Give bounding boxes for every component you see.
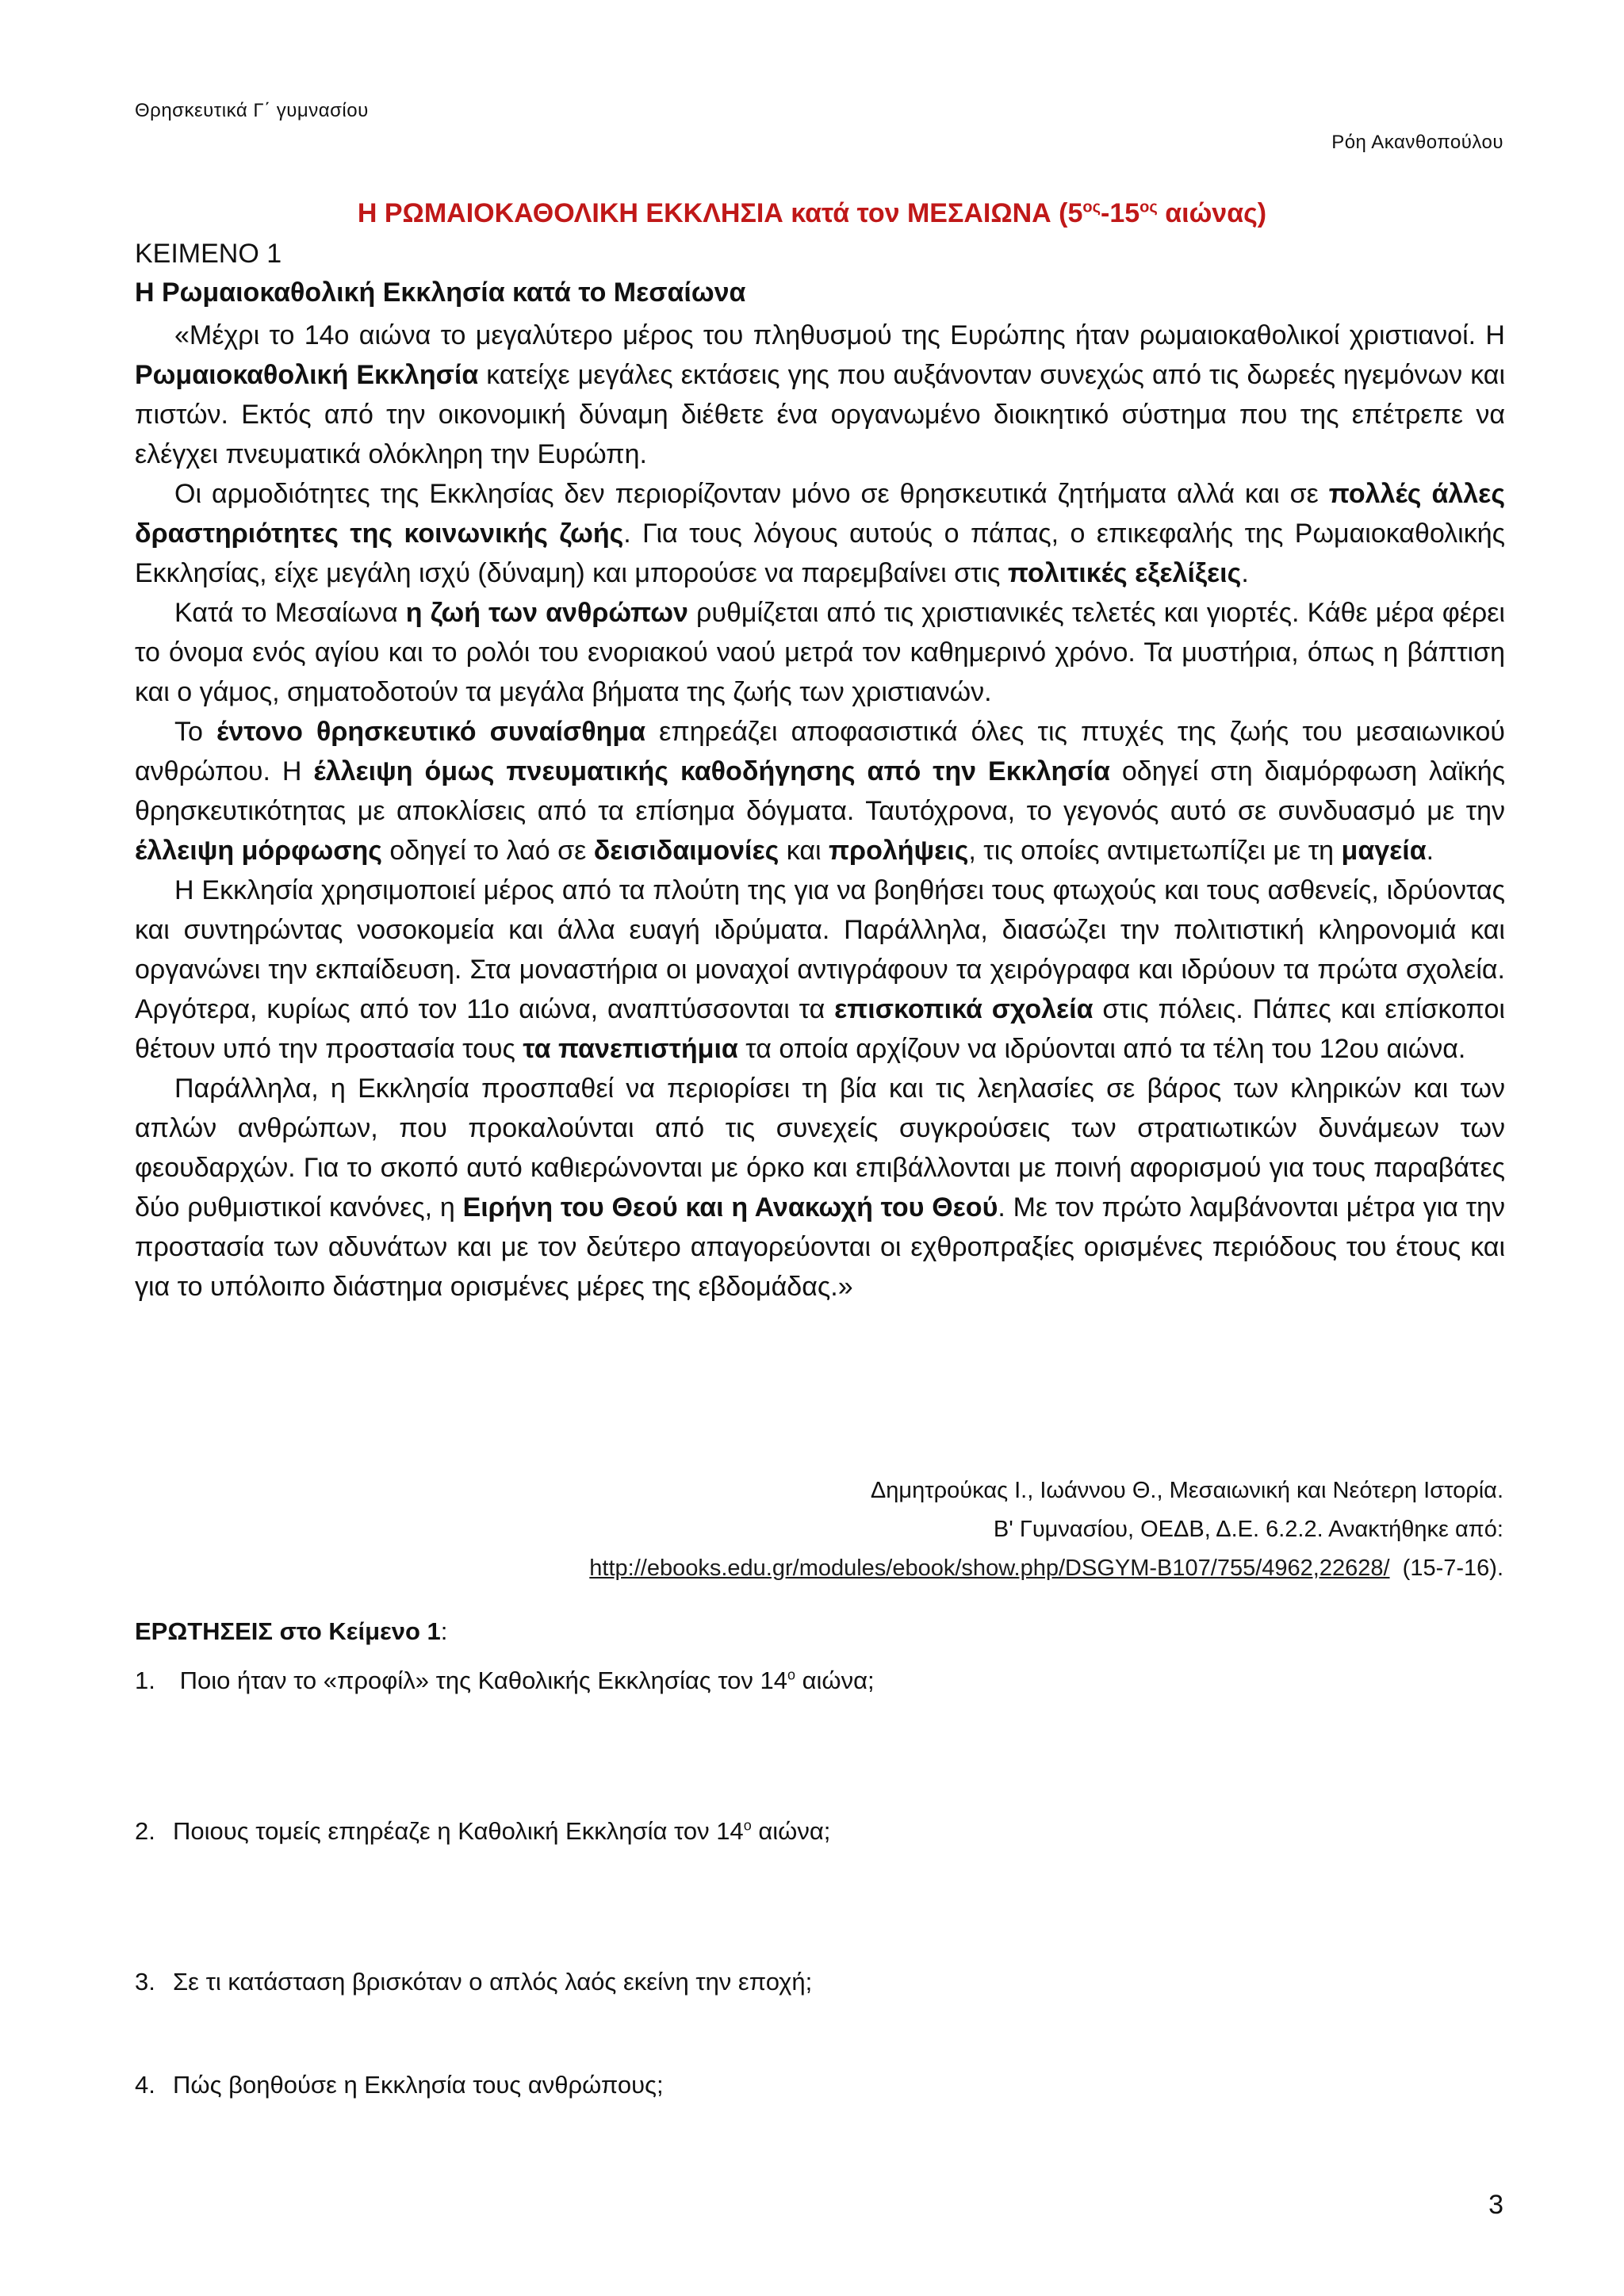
text-label: ΚΕΙΜΕΝΟ 1 (135, 239, 282, 269)
question-item: 1. Ποιο ήταν το «προφίλ» της Καθολικής Εκκλησίας τον $14^o$ αιώνα; (135, 1667, 875, 1694)
question-item: 3. Σε τι κατάσταση βρισκόταν ο απλός λαός εκείνη την εποχή; (135, 1968, 813, 1996)
body-text (135, 316, 1505, 1307)
paragraph-5: Η Εκκλησία χρησιμοποιεί μέρος από τα πλούτη της για να βοηθήσει τους φτωχούς και τους ασθενείς, ιδρύοντας και συντηρώντας νοσοκομεία και άλλα ευαγή ιδρύματα. Παράλληλα, διασώζει την πολιτιστική κληρονομιά και οργανώνει την εκπαίδευση. Στα μοναστήρια οι μοναχοί αντιγράφουν τα χειρόγραφα και ιδρύουν τα πρώτα σχολεία. Αργότερα, κυρίως από τον 11ο αιώνα, αναπτύσσονται τα επισκοπικά σχολεία στις πόλεις. Πάπες και επίσκοποι θέτουν υπό την προστασία τους τα πανεπιστήμια τα οποία αρχίζουν να ιδρύονται από τα τέλη του 12ου αιώνα. (135, 875, 1505, 1064)
paragraph-3: Κατά το Μεσαίωνα η ζωή των ανθρώπων ρυθμίζεται από τις χριστιανικές τελετές και γιορτές. Κάθε μέρα φέρει το όνομα ενός αγίου και το ρολόι του ενοριακού ναού μετρά τον καθημερινό χρόνο. Τα μυστήρια, όπως η βάπτιση και ο γάμος, σηματοδοτούν τα μεγάλα βήματα της ζωής των χριστιανών. (135, 598, 1505, 707)
citation (314, 1471, 1503, 1588)
page-title: Η ΡΩΜΑΙΟΚΑΘΟΛΙΚΗ ΕΚΚΛΗΣΙΑ κατά τον ΜΕΣΑΙΩΝΑ ($5^{o\varsigma}-15^{o\varsigma}$ αιώνας) (357, 198, 1267, 228)
header-author: Ρόη Ακανθοπούλου (1331, 132, 1503, 153)
citation-source: Β' Γυμνασίου, ΟΕΔΒ, Δ.Ε. 6.2.2. Ανακτήθηκε από: (993, 1517, 1503, 1542)
header-subject: Θρησκευτικά Γ΄ γυμνασίου (135, 100, 369, 121)
citation-link-line (314, 1549, 1503, 1588)
question-item: 4. Πώς βοηθούσε η Εκκλησία τους ανθρώπους; (135, 2071, 664, 2099)
text-heading: Η Ρωμαιοκαθολική Εκκλησία κατά το Μεσαίωνα (135, 277, 746, 308)
paragraph-6: Παράλληλα, η Εκκλησία προσπαθεί να περιορίσει τη βία και τις λεηλασίες σε βάρος των κληρικών και των απλών ανθρώπων, που προκαλούνται από τις συνεχείς συγκρούσεις των στρατιωτικών δυνάμεων των φεουδαρχών. Για το σκοπό αυτό καθιερώνονται με όρκο και επιβάλλονται με ποινή αφορισμού για τους παραβάτες δύο ρυθμιστικοί κανόνες, η Ειρήνη του Θεού και η Ανακωχή του Θεού. Με τον πρώτο λαμβάνονται μέτρα για την προστασία των αδυνάτων και με τον δεύτερο απαγορεύονται οι εχθροπραξίες ορισμένες περιόδους του έτους και για το υπόλοιπο διάστημα ορισμένες μέρες της εβδομάδας.» (135, 1073, 1505, 1302)
paragraph-1: «Μέχρι το 14ο αιώνα το μεγαλύτερο μέρος του πληθυσμού της Ευρώπης ήταν ρωμαιοκαθολικοί χριστιανοί. Η Ρωμαιοκαθολική Εκκλησία κατείχε μεγάλες εκτάσεις γης που αυξάνονταν συνεχώς από τις δωρεές ηγεμόνων και πιστών. Εκτός από την οικονομική δύναμη διέθετε ένα οργανωμένο διοικητικό σύστημα που της επέτρεπε να ελέγχει πνευματικά ολόκληρη την Ευρώπη. (135, 320, 1505, 469)
question-item: 2. Ποιους τομείς επηρέαζε η Καθολική Εκκλησία τον $14^o$ αιώνα; (135, 1817, 831, 1845)
page-number: 3 (1488, 2190, 1503, 2220)
citation-url-link[interactable]: http://ebooks.edu.gr/modules/ebook/show.php/DSGYM-B107/755/4962,22628/ (589, 1556, 1390, 1581)
questions-heading: ΕΡΩΤΗΣΕΙΣ στο Κείμενο 1: (135, 1617, 448, 1645)
paragraph-4: Το έντονο θρησκευτικό συναίσθημα επηρεάζει αποφασιστικά όλες τις πτυχές της ζωής του μεσαιωνικού ανθρώπου. Η έλλειψη όμως πνευματικής καθοδήγησης από την Εκκλησία οδηγεί στη διαμόρφωση λαϊκής θρησκευτικότητας με αποκλίσεις από τα επίσημα δόγματα. Ταυτόχρονα, το γεγονός αυτό σε συνδυασμό με την έλλειψη μόρφωσης οδηγεί το λαό σε δεισιδαιμονίες και προλήψεις, τις οποίες αντιμετωπίζει με τη μαγεία. (135, 717, 1505, 866)
citation-date: (15-7-16). (1402, 1556, 1503, 1581)
citation-authors: Δημητρούκας Ι., Ιωάννου Θ., Μεσαιωνική και Νεότερη Ιστορία. (870, 1478, 1503, 1503)
paragraph-2: Οι αρμοδιότητες της Εκκλησίας δεν περιορίζονταν μόνο σε θρησκευτικά ζητήματα αλλά και σε πολλές άλλες δραστηριότητες της κοινωνικής ζωής. Για τους λόγους αυτούς ο πάπας, ο επικεφαλής της Ρωμαιοκαθολικής Εκκλησίας, είχε μεγάλη ισχύ (δύναμη) και μπορούσε να παρεμβαίνει στις πολιτικές εξελίξεις. (135, 479, 1506, 588)
